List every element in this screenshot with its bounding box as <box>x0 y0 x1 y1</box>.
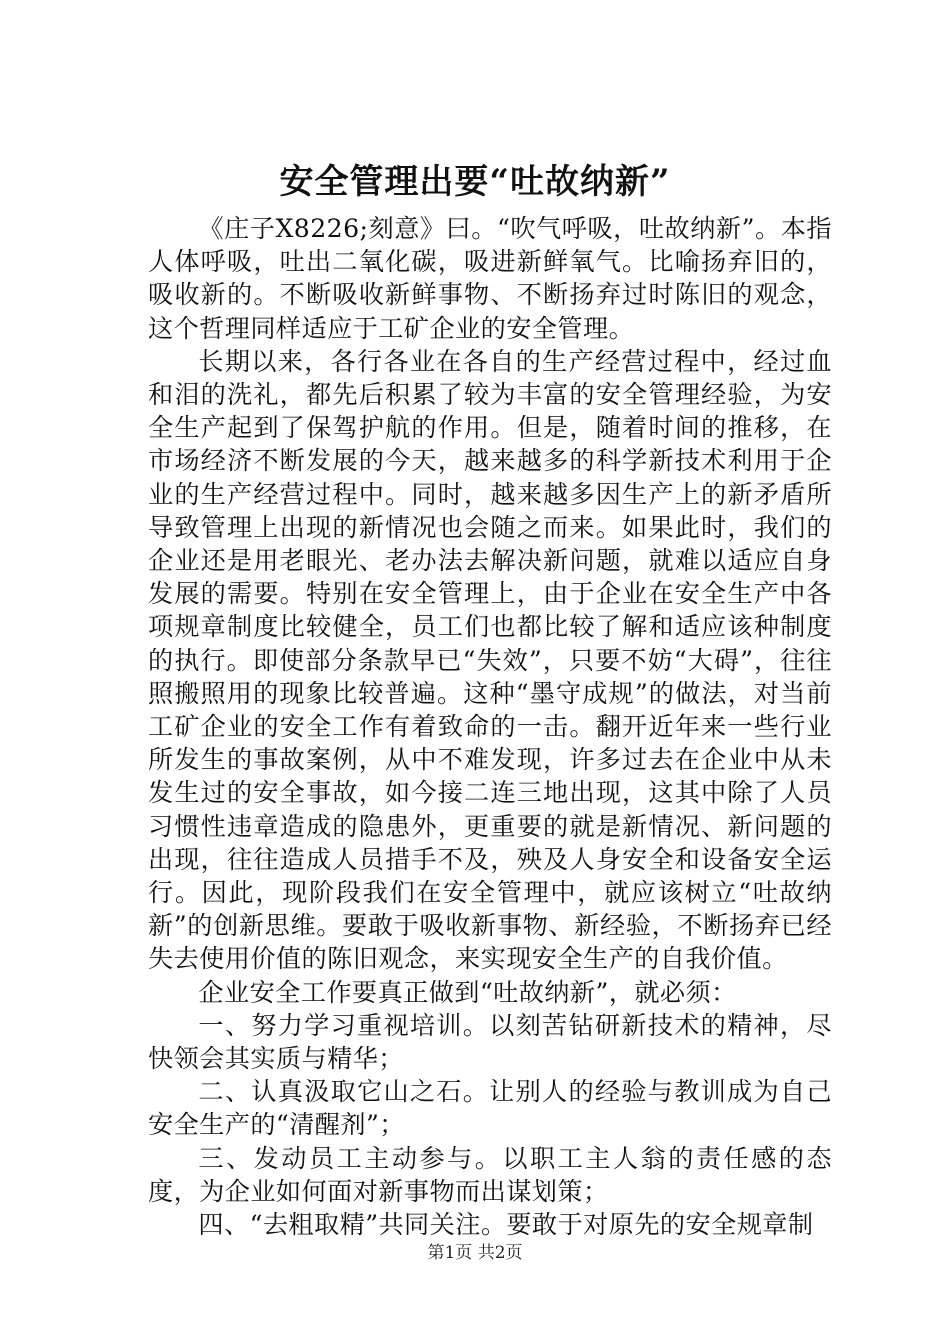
paragraph-intro: 《庄子X8226;刻意》曰。“吹气呼吸，吐故纳新”。本指人体呼吸，吐出二氧化碳，吸进新鲜氧气。比喻扬弃旧的，吸收新的。不断吸收新鲜事物、不断扬弃过时陈旧的观念，这个哲理同样适应于工矿企业的安全管理。 <box>148 214 832 343</box>
list-item-1: 一、努力学习重视培训。以刻苦钻研新技术的精神，尽快领会其实质与精华； <box>148 1010 832 1074</box>
paragraph-requirements-lead: 企业安全工作要真正做到“吐故纳新”，就必须： <box>198 977 737 1007</box>
paragraph-background: 长期以来，各行各业在各自的生产经营过程中，经过血和泪的洗礼，都先后积累了较为丰富的安全管理经验，为安全生产起到了保驾护航的作用。但是，随着时间的推移，在市场经济不断发展的今天，越来越多的科学新技术利用于企业的生产经营过程中。同时，越来越多因生产上的新矛盾所导致管理上出现的新情况也会随之而来。如果此时，我们的企业还是用老眼光、老办法去解决新问题，就难以适应自身发展的需要。特别在安全管理上，由于企业在安全生产中各项规章制度比较健全，员工们也都比较了解和适应该种制度的执行。即使部分条款早已“失效”，只要不妨“大碍”，往往照搬照用的现象比较普遍。这种“墨守成规”的做法，对当前工矿企业的安全工作有着致命的一击。翻开近年来一些行业所发生的事故案例，从中不难发现，许多过去在企业中从未发生过的安全事故，如今接二连三地出现，这其中除了人员习惯性违章造成的隐患外，更重要的就是新情况、新问题的出现，往往造成人员措手不及，殃及人身安全和设备安全运行。因此，现阶段我们在安全管理中，就应该树立“吐故纳新”的创新思维。要敢于吸收新事物、新经验，不断扬弃已经失去使用价值的陈旧观念，来实现安全生产的自我价值。 <box>148 346 832 974</box>
list-item-4: 四、“去粗取精”共同关注。要敢于对原先的安全规章制 <box>198 1210 814 1240</box>
list-item-2: 二、认真汲取它山之石。让别人的经验与教训成为自己安全生产的“清醒剂”； <box>148 1077 832 1140</box>
list-item-3: 三、发动员工主动参与。以职工主人翁的责任感的态度，为企业如何面对新事物而出谋划策； <box>148 1143 832 1206</box>
page-footer: 第1页 共2页 <box>427 1243 523 1263</box>
page-title: 安全管理出要“吐故纳新” <box>279 162 671 202</box>
document-body <box>148 212 832 1241</box>
